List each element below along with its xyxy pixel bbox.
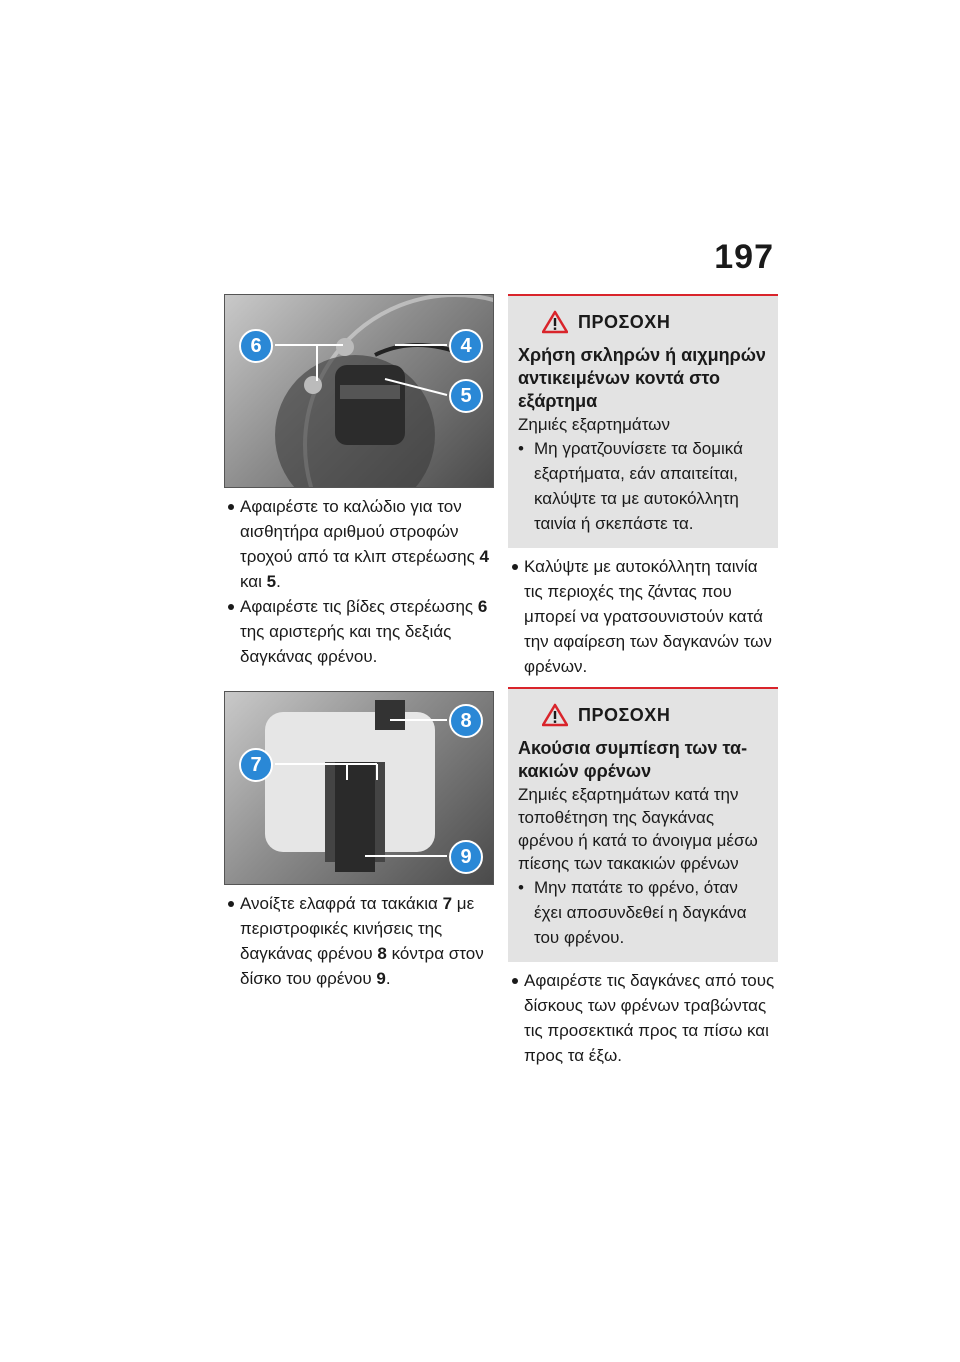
callout-7: 7 [239, 748, 273, 782]
notice-list [518, 875, 768, 950]
notice-text: Ζημιές εξαρτημάτων [518, 415, 670, 434]
instruction-list-3 [508, 554, 778, 679]
right-column [508, 294, 778, 1068]
list-item: • Μην πατάτε το φρένο, όταν έχει αποσυνδεθεί η δαγκάνα του φρένου. [518, 875, 768, 950]
callout-6: 6 [239, 329, 273, 363]
notice-list [518, 436, 768, 536]
left-column [224, 294, 494, 991]
notice-title: ΠΡΟΣΟΧΗ [578, 311, 671, 332]
instruction-list-2 [224, 891, 494, 991]
callout-9: 9 [449, 840, 483, 874]
caution-notice-2 [508, 687, 778, 962]
brake-caliper-photo [224, 294, 494, 488]
brake-pads-photo [224, 691, 494, 885]
notice-header [542, 310, 768, 334]
notice-title: ΠΡΟΣΟΧΗ [578, 704, 671, 725]
list-item: Αφαιρέστε τις δαγκάνες από τους δίσκους των φρένων τραβώντας τις προσεκτικά προς τα πίσω και προς τα έξω. [508, 968, 778, 1068]
notice-subtitle: Χρήση σκληρών ή αιχμηρών αντικειμένων κοντά στο εξάρτημα [518, 345, 766, 411]
callout-5: 5 [449, 379, 483, 413]
list-item: Ανοίξτε ελαφρά τα τακάκια 7 με περιστροφικές κινήσεις της δαγκάνας φρένου 8 κόντρα στον δίσκο του φρένου 9. [224, 891, 494, 991]
callout-4: 4 [449, 329, 483, 363]
callout-8: 8 [449, 704, 483, 738]
instruction-list-1 [224, 494, 494, 669]
notice-text: Ζημιές εξαρτημάτων κατά την τοποθέτηση της δαγκάνας φρένου ή κατά το άνοιγμα μέσω πίεσης των τακακιών φρένων [518, 785, 758, 873]
instruction-list-4 [508, 968, 778, 1068]
notice-header [542, 703, 768, 727]
list-item: Καλύψτε με αυτοκόλλητη ταινία τις περιοχές της ζάντας που μπορεί να γρατσουνιστούν κατά την αφαίρεση των δαγκανών των φρένων. [508, 554, 778, 679]
warning-triangle-icon [542, 703, 568, 727]
warning-triangle-icon [542, 310, 568, 334]
list-item: Αφαιρέστε τις βίδες στερέωσης 6 της αριστερής και της δεξιάς δαγκάνας φρένου. [224, 594, 494, 669]
caution-notice-1 [508, 294, 778, 548]
list-item: • Μη γρατζουνίσετε τα δομικά εξαρτήματα, εάν απαιτείται, καλύψτε τα με αυτοκόλλητη ταινία ή σκεπάστε τα. [518, 436, 768, 536]
page-number: 197 [714, 238, 774, 276]
notice-subtitle: Ακούσια συμπίεση των τακακιών φρένων [518, 738, 748, 781]
list-item: Αφαιρέστε το καλώδιο για τον αισθητήρα αριθμού στροφών τροχού από τα κλιπ στερέωσης 4 και 5. [224, 494, 494, 594]
